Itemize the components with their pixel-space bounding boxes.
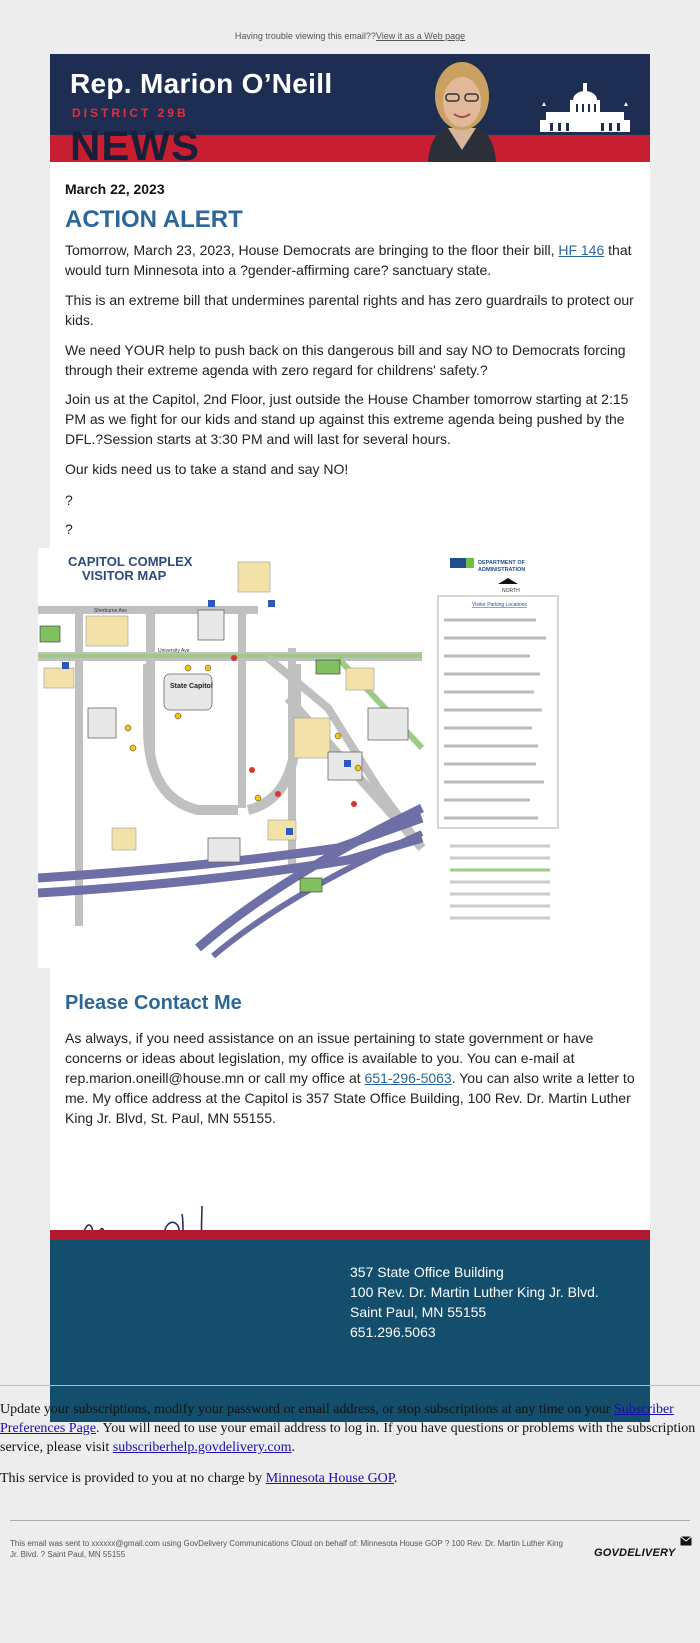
contact-text-2: . You can also write a letter to me. My office address at the Capitol is 357 State Office Building, 100 Rev. Dr. Martin Luther King Jr. Blvd, St. Paul, MN 55155. xyxy=(65,1070,635,1126)
contact-text-1: As always, if you need assistance on an issue pertaining to state government or have concerns or ideas about legislation, my office is available to you. You can e-mail at rep.marion.oneill@house.mn or call my office at xyxy=(65,1030,594,1086)
placeholder-char-1: ? xyxy=(65,492,73,508)
footer-red-band xyxy=(50,1230,650,1240)
web-view-link[interactable]: View it as a Web page xyxy=(375,31,466,41)
admin-logo-line-1: DEPARTMENT OF xyxy=(478,560,525,566)
web-view-notice xyxy=(0,31,700,41)
hf146-link[interactable]: HF 146 xyxy=(558,242,605,258)
sent-to-fine-print: This email was sent to xxxxxx@gmail.com using GovDelivery Communications Cloud on behalf of: Minnesota House GOP ? 100 Rev. Dr. Martin Luther King Jr. Blvd. ? Saint Paul, MN 55155 xyxy=(10,1539,563,1559)
paragraph-join-us: Join us at the Capitol, 2nd Floor, just outside the House Chamber tomorrow starting at 2:15 PM as we fight for our kids and stand up against this extreme agenda being pushed by the DFL.?Session starts at 3:30 PM and will last for several hours. xyxy=(65,391,629,447)
contact-paragraph xyxy=(65,1028,635,1128)
service-end: . xyxy=(394,1471,398,1486)
admin-logo-line-2: ADMINISTRATION xyxy=(478,567,526,573)
newsletter-banner xyxy=(50,54,650,162)
representative-name: Rep. Marion O’Neill xyxy=(70,68,333,99)
office-address xyxy=(350,1262,599,1342)
paragraph-need-help: We need YOUR help to push back on this dangerous bill and say NO to Democrats forcing through their extreme agenda with zero regard for childrens' safety.? xyxy=(65,342,626,378)
paragraph-extreme-bill: This is an extreme bill that undermines parental rights and has zero guardrails to protect our kids. xyxy=(65,292,634,328)
legend-title: Visitor Parking Locations xyxy=(472,602,527,608)
envelope-icon xyxy=(680,1536,692,1546)
address-line-2: 100 Rev. Dr. Martin Luther King Jr. Blvd. xyxy=(350,1284,599,1300)
contact-heading: Please Contact Me xyxy=(65,992,242,1014)
paragraph-bill xyxy=(65,240,635,280)
subscription-text-1: Update your subscriptions, modify your password or email address, or stop subscriptions at any time on your xyxy=(0,1402,614,1417)
capitol-building-icon xyxy=(540,80,630,132)
address-line-1: 357 State Office Building xyxy=(350,1264,504,1280)
minnesota-house-gop-link[interactable]: Minnesota House GOP xyxy=(265,1471,395,1486)
office-phone: 651.296.5063 xyxy=(350,1324,436,1340)
address-line-3: Saint Paul, MN 55155 xyxy=(350,1304,487,1320)
paragraph-bill-text-2: that would turn Minnesota into a ?gender-affirming care? sanctuary state. xyxy=(65,242,632,278)
service-text: This service is provided to you at no charge by xyxy=(0,1471,266,1486)
district-label: DISTRICT 29B xyxy=(72,106,189,120)
placeholder-char-2: ? xyxy=(65,521,73,537)
representative-portrait xyxy=(408,54,516,162)
paragraph-bill-text-1: Tomorrow, March 23, 2023, House Democrats are bringing to the floor their bill, xyxy=(65,242,559,258)
action-alert-heading: ACTION ALERT xyxy=(65,206,243,233)
subscriber-help-link[interactable]: subscriberhelp.govdelivery.com xyxy=(112,1440,292,1455)
subscription-paragraph xyxy=(0,1400,700,1457)
map-title-2: VISITOR MAP xyxy=(82,568,167,583)
north-label: NORTH xyxy=(502,588,520,594)
subscription-text-3: . xyxy=(291,1440,295,1455)
divider-top xyxy=(0,1385,700,1386)
service-provider-line xyxy=(0,1469,700,1488)
map-title-1: CAPITOL COMPLEX xyxy=(68,554,193,569)
govdelivery-logo[interactable]: GOVDELIVERY xyxy=(594,1547,676,1559)
subscriber-preferences-link[interactable]: Subscriber Preferences Page xyxy=(0,1402,674,1436)
capitol-complex-map xyxy=(38,548,602,968)
phone-link[interactable]: 651-296-5063 xyxy=(364,1070,452,1086)
office-footer xyxy=(50,1240,650,1422)
post-date: March 22, 2023 xyxy=(65,181,165,197)
divider-bottom xyxy=(10,1520,690,1521)
state-capitol-label: State Capitol xyxy=(170,683,213,690)
sherburne-ave-label: Sherburne Ave xyxy=(94,608,127,614)
subscription-notice xyxy=(0,1400,700,1488)
news-wordmark: NEWS xyxy=(70,122,200,162)
subscription-text-2: . You will need to use your email address to log in. If you have questions or problems with the subscription service, please visit xyxy=(0,1421,696,1455)
paragraph-take-stand: Our kids need us to take a stand and say NO! xyxy=(65,461,349,477)
web-view-text: Having trouble viewing this email?? xyxy=(234,31,376,41)
university-ave-label: University Ave xyxy=(158,648,190,654)
